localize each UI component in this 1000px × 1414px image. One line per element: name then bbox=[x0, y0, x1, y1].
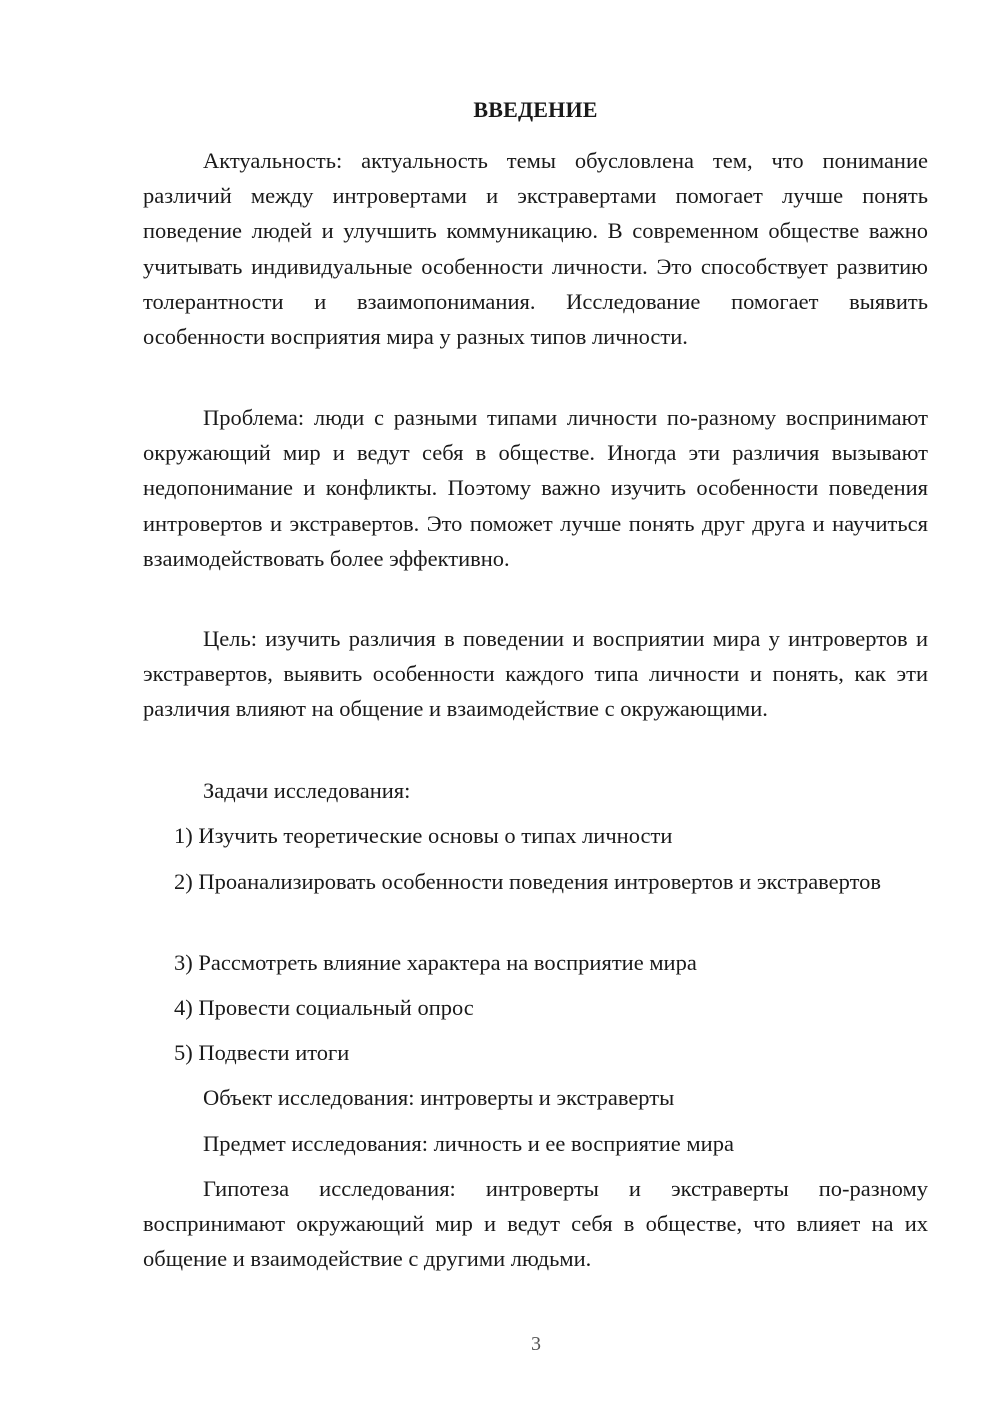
paragraph-subject: Предмет исследования: личность и ее восприятие мира bbox=[203, 1131, 734, 1156]
paragraph-goal: Цель: изучить различия в поведении и восприятии мира у интровертов и экстравертов, выявить особенности каждого типа личности и понять, как эти различия влияют на общение и взаимодействие с окружающими. bbox=[143, 626, 928, 722]
task-item-1: 1) Изучить теоретические основы о типах личности bbox=[174, 823, 673, 848]
paragraph-object: Объект исследования: интроверты и экстраверты bbox=[203, 1085, 675, 1110]
page-title: ВВЕДЕНИЕ bbox=[473, 97, 598, 122]
task-item-2: 2) Проанализировать особенности поведения интровертов и экстравертов bbox=[174, 869, 882, 894]
paragraph-problem: Проблема: люди с разными типами личности по-разному воспринимают окружающий мир и ведут себя в обществе. Иногда эти различия вызывают недопонимание и конфликты. Поэтому важно изучить особенности поведения интровертов и экстравертов. Это поможет лучше понять друг друга и научиться взаимодействовать более эффективно. bbox=[143, 405, 928, 571]
paragraph-relevance: Актуальность: актуальность темы обусловлена тем, что понимание различий между интровертами и экстравертами помогает лучше понять поведение людей и улучшить коммуникацию. В современном обществе важно учитывать индивидуальные особенности личности. Это способствует развитию толерантности и взаимопонимания. Исследование помогает выявить особенности восприятия мира у разных типов личности. bbox=[143, 148, 928, 350]
task-item-3: 3) Рассмотреть влияние характера на восприятие мира bbox=[174, 950, 697, 975]
tasks-heading: Задачи исследования: bbox=[203, 778, 411, 803]
page-number: 3 bbox=[531, 1333, 541, 1355]
task-item-5: 5) Подвести итоги bbox=[174, 1040, 350, 1065]
paragraph-hypothesis: Гипотеза исследования: интроверты и экстраверты по-разному воспринимают окружающий мир и ведут себя в обществе, что влияет на их общение и взаимодействие с другими людьми. bbox=[143, 1176, 928, 1272]
task-item-4: 4) Провести социальный опрос bbox=[174, 995, 474, 1020]
